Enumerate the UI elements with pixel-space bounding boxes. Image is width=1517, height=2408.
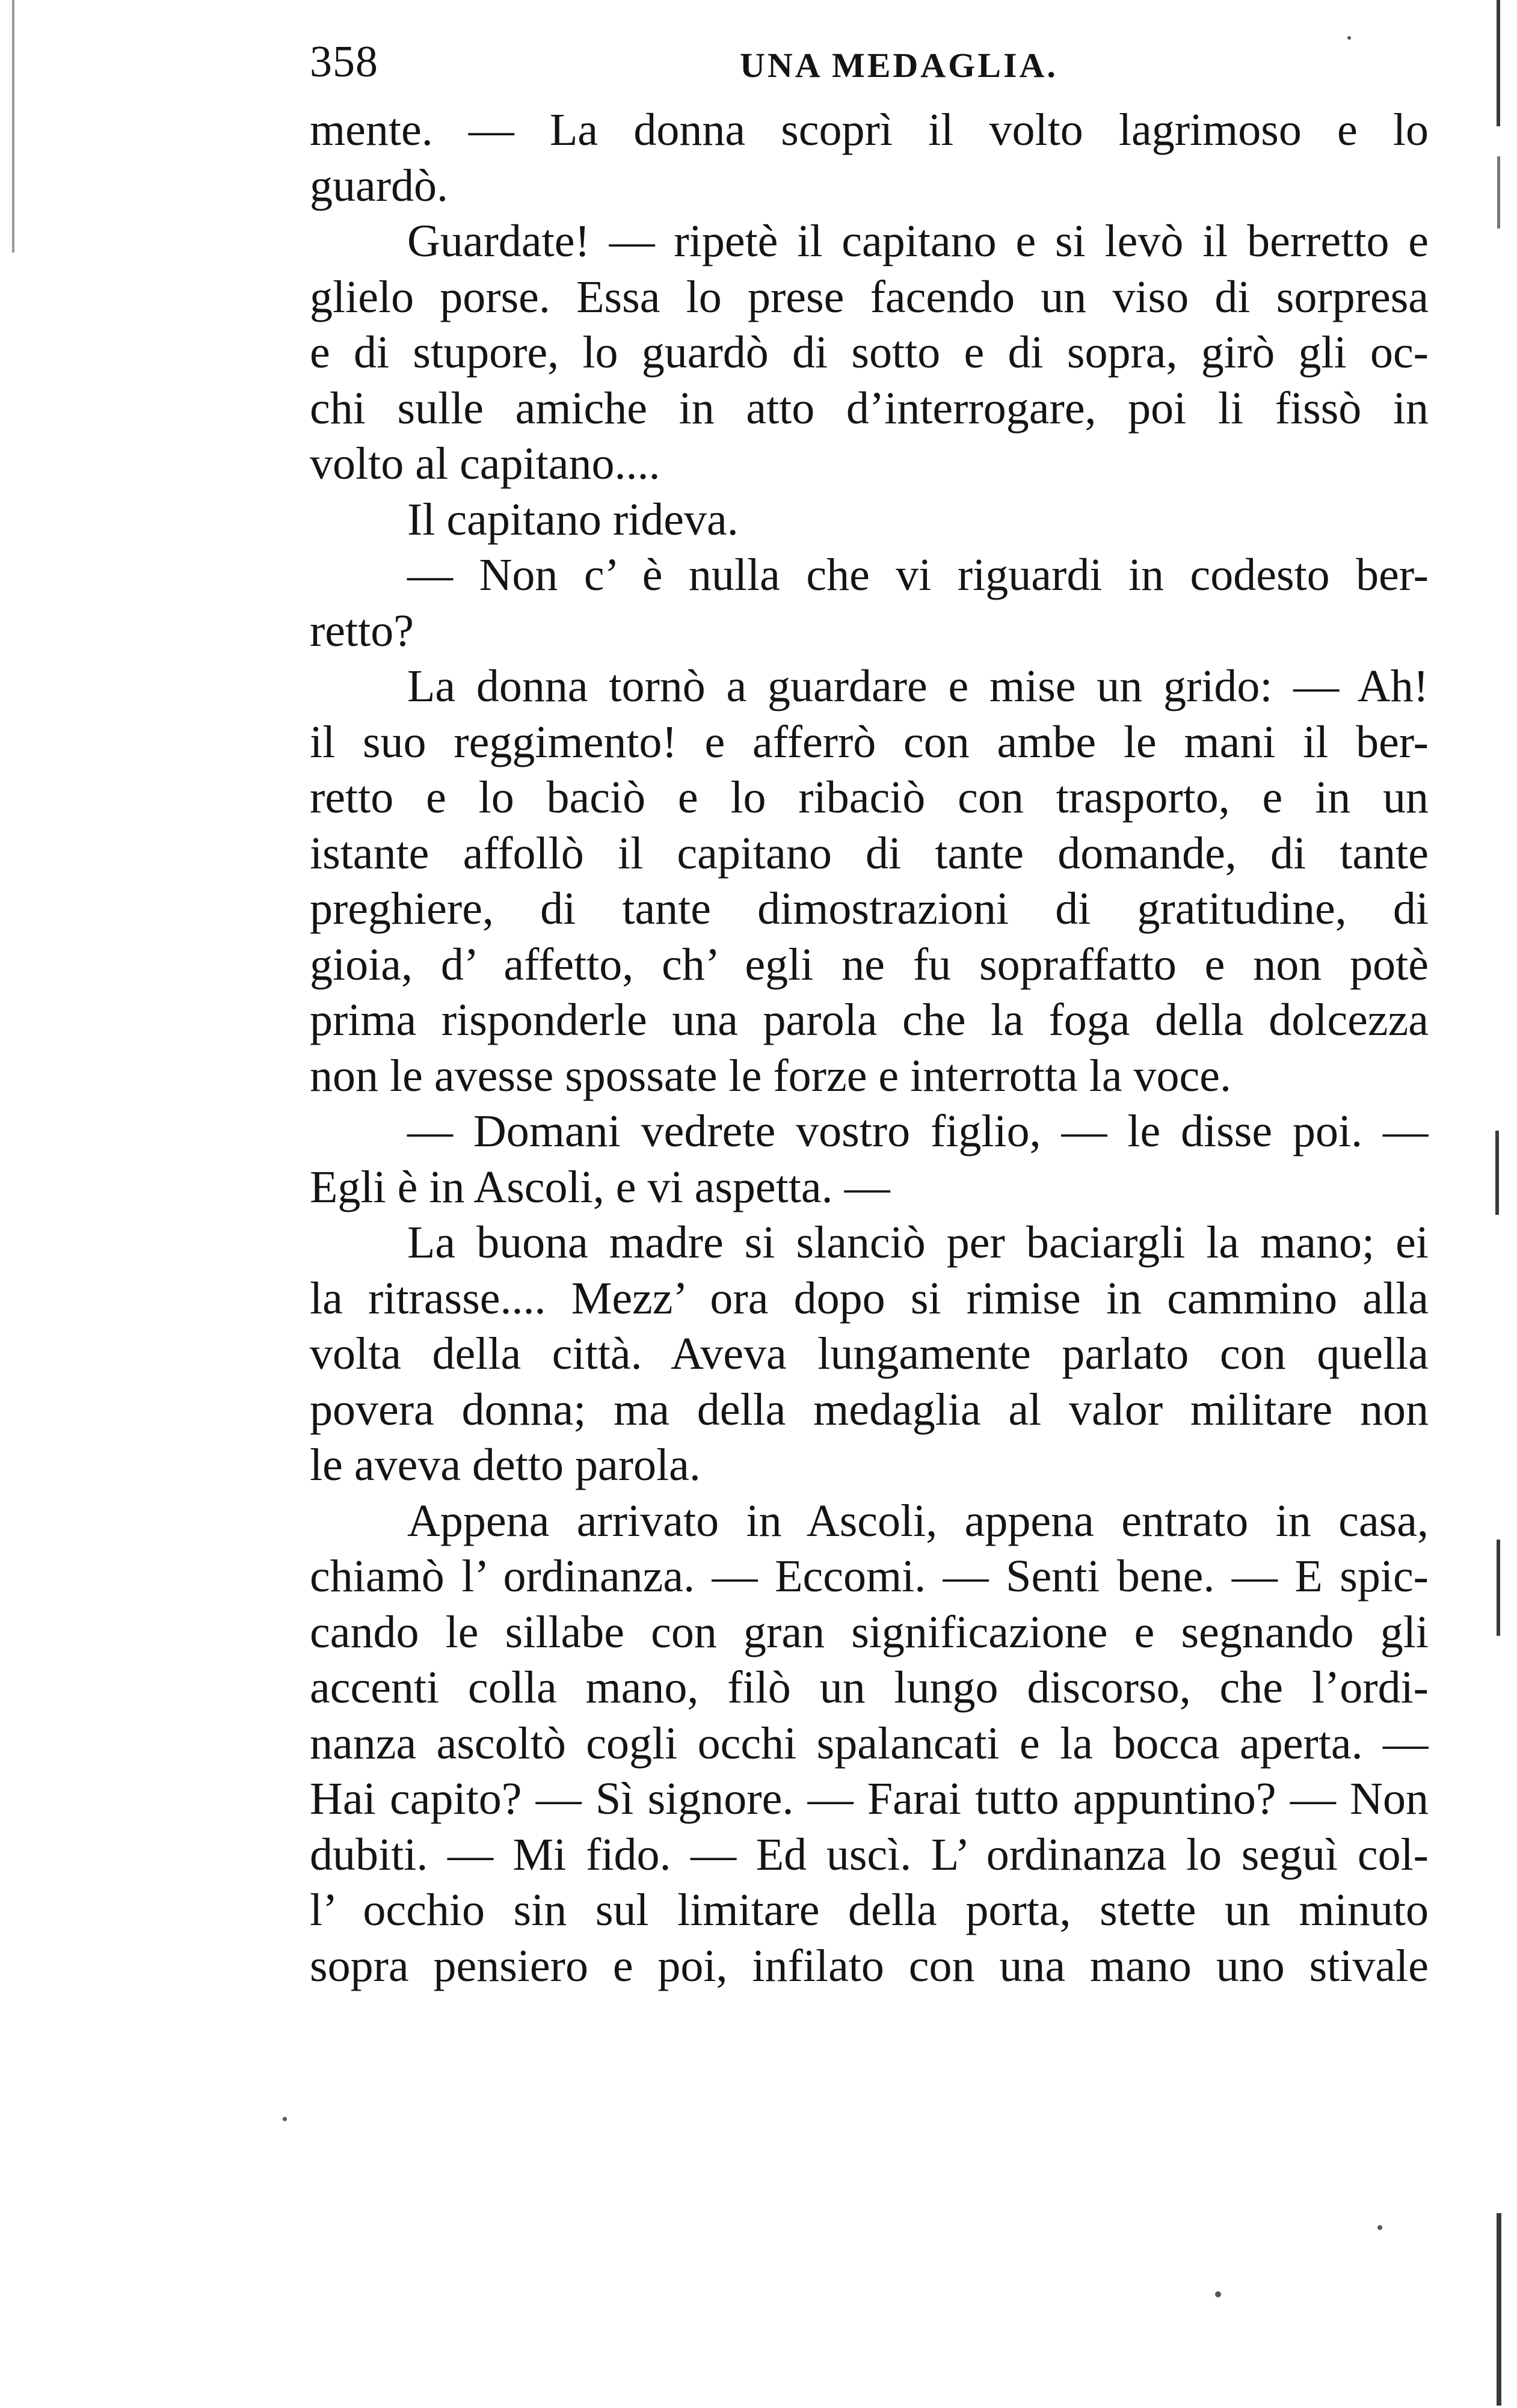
text-line: Appena arrivato in Ascoli, appena entrato in casa, bbox=[407, 1495, 1429, 1546]
text-line: volta della città. Aveva lungamente parlato con quella bbox=[310, 1328, 1429, 1379]
scan-edge-line bbox=[1497, 0, 1500, 126]
scan-edge-line bbox=[1497, 1540, 1500, 1636]
text-line: e di stupore, lo guardò di sotto e di sopra, girò gli oc- bbox=[310, 327, 1429, 378]
text-line: il suo reggimento! e afferrò con ambe le mani il ber- bbox=[310, 716, 1429, 767]
text-line: l’ occhio sin sul limitare della porta, stette un minuto bbox=[310, 1885, 1429, 1935]
text-line: — Non c’ è nulla che vi riguardi in codesto ber- bbox=[407, 550, 1429, 600]
text-line: chiamò l’ ordinanza. — Eccomi. — Senti bene. — E spic- bbox=[310, 1551, 1429, 1602]
text-line: istante affollò il capitano di tante domande, di tante bbox=[310, 828, 1429, 879]
page-number: 358 bbox=[310, 37, 378, 87]
text-line: dubiti. — Mi fido. — Ed uscì. L’ ordinanza lo seguì col- bbox=[310, 1829, 1429, 1880]
text-line: Hai capito? — Sì signore. — Farai tutto appuntino? — Non bbox=[310, 1774, 1429, 1824]
scan-edge-line bbox=[1497, 156, 1500, 229]
scan-edge-line bbox=[1495, 1131, 1499, 1215]
scan-speck bbox=[1215, 2291, 1221, 2297]
text-line: retto? bbox=[310, 605, 414, 656]
text-line: cando le sillabe con gran significazione e segnando gli bbox=[310, 1606, 1429, 1657]
text-line: guardò. bbox=[310, 160, 449, 211]
text-line: povera donna; ma della medaglia al valor militare non bbox=[310, 1384, 1429, 1435]
text-line: — Domani vedrete vostro figlio, — le disse poi. — bbox=[407, 1106, 1429, 1156]
scan-speck bbox=[283, 2117, 287, 2121]
text-line: prima risponderle una parola che la foga della dolcezza bbox=[310, 995, 1429, 1045]
text-line: La buona madre si slanciò per baciargli la mano; ei bbox=[407, 1217, 1429, 1268]
text-line: Guardate! — ripetè il capitano e si levò il berretto e bbox=[407, 216, 1429, 266]
body-text bbox=[310, 102, 1429, 1994]
scan-speck bbox=[1347, 36, 1351, 40]
scan-speck bbox=[1377, 2225, 1382, 2230]
text-line: preghiere, di tante dimostrazioni di gratitudine, di bbox=[310, 883, 1429, 934]
text-line: la ritrasse.... Mezz’ ora dopo si rimise in cammino alla bbox=[310, 1273, 1429, 1324]
text-line: le aveva detto parola. bbox=[310, 1440, 701, 1490]
text-line: La donna tornò a guardare e mise un grido: — Ah! bbox=[407, 661, 1429, 711]
text-line: chi sulle amiche in atto d’interrogare, poi li fissò in bbox=[310, 382, 1429, 434]
text-line: accenti colla mano, filò un lungo discorso, che l’ordi- bbox=[310, 1662, 1429, 1713]
text-line: glielo porse. Essa lo prese facendo un viso di sorpresa bbox=[310, 271, 1429, 322]
text-line: nanza ascoltò cogli occhi spalancati e la bocca aperta. — bbox=[310, 1718, 1429, 1769]
running-title: UNA MEDAGLIA. bbox=[740, 46, 1058, 85]
text-line: retto e lo baciò e lo ribaciò con trasporto, e in un bbox=[310, 772, 1429, 823]
text-line: non le avesse spossate le forze e interrotta la voce. bbox=[310, 1050, 1232, 1101]
text-line: gioia, d’ affetto, ch’ egli ne fu sopraffatto e non potè bbox=[310, 939, 1429, 990]
page-header bbox=[310, 29, 1429, 95]
scan-edge-line bbox=[12, 0, 14, 253]
text-line: Egli è in Ascoli, e vi aspetta. — bbox=[310, 1161, 890, 1212]
scan-edge-line bbox=[1497, 2213, 1501, 2406]
text-line: Il capitano rideva. bbox=[407, 494, 739, 545]
text-line: volto al capitano.... bbox=[310, 438, 660, 489]
text-line: mente. — La donna scoprì il volto lagrimoso e lo bbox=[310, 105, 1429, 155]
text-line: sopra pensiero e poi, infilato con una mano uno stivale bbox=[310, 1940, 1429, 1991]
